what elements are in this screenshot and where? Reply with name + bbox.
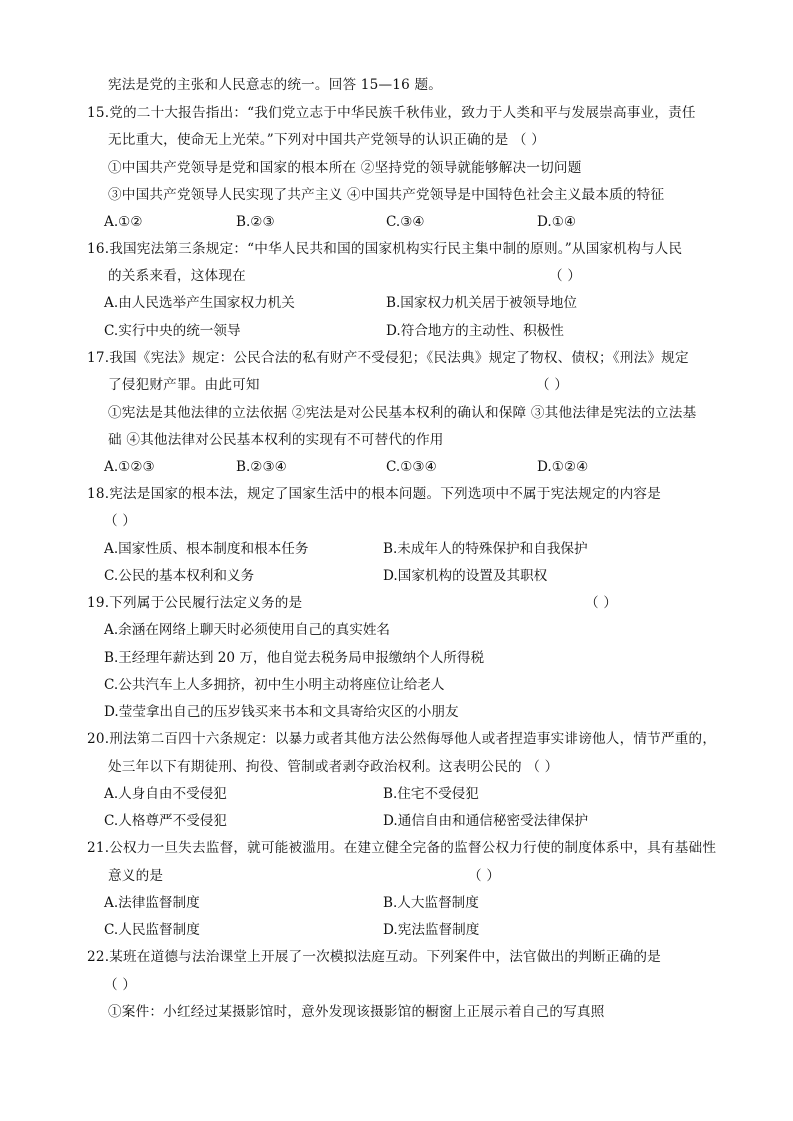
q20-option-b: B.住宅不受侵犯 [383,786,479,802]
q18-option-d: D.国家机构的设置及其职权 [383,568,548,584]
q22-stem-line1: 22.某班在道德与法治课堂上开展了一次模拟法庭互动。下列案件中，法官做出的判断正确的是 [87,949,661,965]
q16-option-c: C.实行中央的统一领导 [104,323,241,339]
q19-option-a: A.余涵在网络上聊天时必须使用自己的真实姓名 [104,622,391,638]
q15-option-c: C.③④ [386,214,425,230]
q15-stem-line1: 15.党的二十大报告指出：“我们党立志于中华民族千秋伟业，致力于人类和平与发展崇高事业，责任 [87,105,696,121]
q19-stem-line1: 19.下列属于公民履行法定义务的是 [87,595,303,611]
q15-statements-line1: ①中国共产党领导是党和国家的根本所在 ②坚持党的领导就能够解决一切问题 [108,160,582,176]
q17-option-a: A.①②③ [104,459,155,475]
q21-option-a: A.法律监督制度 [104,895,200,911]
q18-stem-line1: 18.宪法是国家的根本法，规定了国家生活中的根本问题。下列选项中不属于宪法规定的内容是 [87,486,661,502]
q17-stem-line2: 了侵犯财产罪。由此可知 [108,377,260,393]
q21-answer-bracket: （ ） [468,868,501,884]
q20-option-d: D.通信自由和通信秘密受法律保护 [383,813,589,829]
intro-text: 宪法是党的主张和人民意志的统一。回答 15—16 题。 [108,77,443,93]
q19-option-c: C.公共汽车上人多拥挤，初中生小明主动将座位让给老人 [104,677,445,693]
q16-option-a: A.由人民选举产生国家权力机关 [104,295,295,311]
q21-stem-line2: 意义的是 [108,868,164,884]
q18-answer-bracket: （ ） [104,513,137,529]
q22-statement-1: ①案件：小红经过某摄影馆时，意外发现该摄影馆的橱窗上正展示着自己的写真照 [108,1004,605,1020]
q15-statements-line2: ③中国共产党领导人民实现了共产主义 ④中国共产党领导是中国特色社会主义最本质的特征 [108,187,665,203]
q17-option-d: D.①②④ [537,459,589,475]
q17-stem-line1: 17.我国《宪法》规定：公民合法的私有财产不受侵犯；《民法典》规定了物权、债权；《刑法》规定 [87,350,689,366]
q16-stem-line1: 16.我国宪法第三条规定：“中华人民共和国的国家机构实行民主集中制的原则。”从国家机构与人民 [87,241,683,257]
q20-option-c: C.人格尊严不受侵犯 [104,813,227,829]
q16-option-d: D.符合地方的主动性、积极性 [386,323,564,339]
q17-option-b: B.②③④ [236,459,287,475]
q20-option-a: A.人身自由不受侵犯 [104,786,227,802]
q19-option-b: B.王经理年薪达到 20 万，他自觉去税务局申报缴纳个人所得税 [104,650,485,666]
q15-option-b: B.②③ [236,214,275,230]
q20-stem-line2: 处三年以下有期徒刑、拘役、管制或者剥夺政治权利。这表明公民的 （ ） [108,759,559,775]
q17-option-c: C.①③④ [386,459,437,475]
q21-stem-line1: 21.公权力一旦失去监督，就可能被滥用。在建立健全完备的监督公权力行使的制度体系中，具有基础性 [87,840,717,856]
q22-answer-bracket: （ ） [104,977,137,993]
q15-option-d: D.①④ [537,214,577,230]
q21-option-b: B.人大监督制度 [383,895,479,911]
q16-option-b: B.国家权力机关居于被领导地位 [386,295,578,311]
q15-stem-line2: 无比重大，使命无上光荣。”下列对中国共产党领导的认识正确的是 （ ） [108,132,545,148]
q21-option-c: C.人民监督制度 [104,922,200,938]
q18-option-a: A.国家性质、根本制度和根本任务 [104,541,309,557]
q16-answer-bracket: （ ） [549,268,582,284]
q15-option-a: A.①② [104,214,143,230]
q18-option-b: B.未成年人的特殊保护和自我保护 [383,541,588,557]
q17-statements-line2: 础 ④其他法律对公民基本权利的实现有不可替代的作用 [108,432,444,448]
q21-option-d: D.宪法监督制度 [383,922,480,938]
q18-option-c: C.公民的基本权利和义务 [104,568,255,584]
q19-option-d: D.莹莹拿出自己的压岁钱买来书本和文具寄给灾区的小朋友 [104,704,459,720]
q17-answer-bracket: （ ） [536,377,569,393]
q17-statements-line1: ①宪法是其他法律的立法依据 ②宪法是对公民基本权利的确认和保障 ③其他法律是宪法的立法基 [108,405,697,421]
q16-stem-line2: 的关系来看，这体现在 [108,268,246,284]
q20-stem-line1: 20.刑法第二百四十六条规定：以暴力或者其他方法公然侮辱他人或者捏造事实诽谤他人，情节严重的， [87,731,717,747]
q19-answer-bracket: （ ） [585,595,618,611]
